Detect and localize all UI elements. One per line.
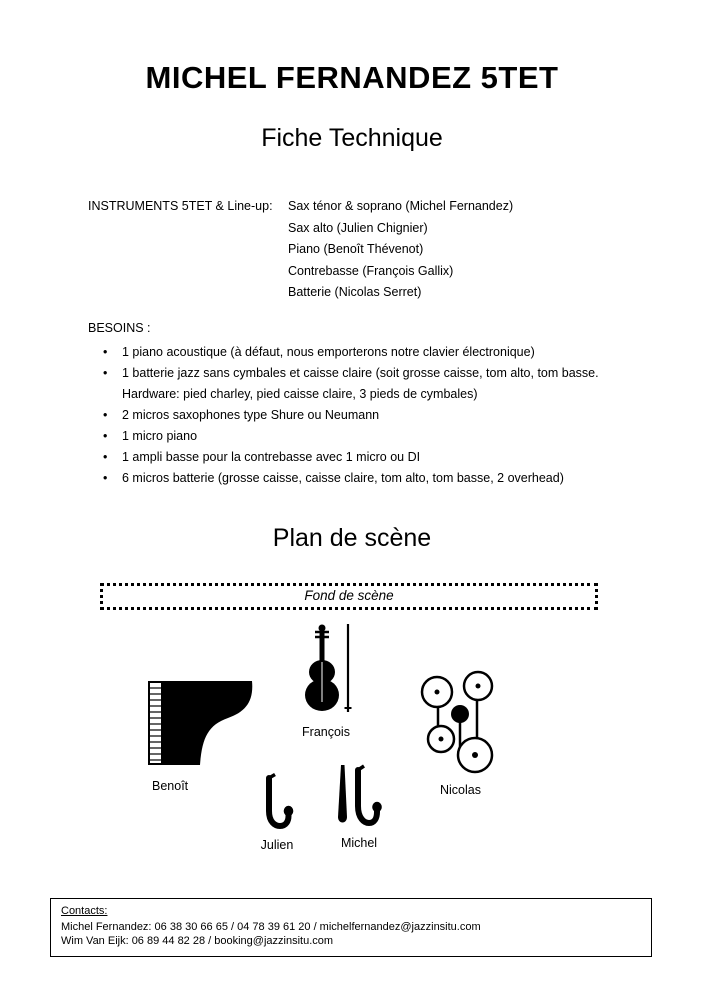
lineup-item: Piano (Benoît Thévenot) [288, 242, 424, 256]
requirement-item: • 6 micros batterie (grosse caisse, caisse claire, tom alto, tom basse, 2 overhead) [88, 468, 648, 489]
drum-kit-icon [418, 666, 503, 776]
lineup-label: INSTRUMENTS 5TET & Line-up: [88, 199, 273, 213]
requirements-section [88, 318, 648, 489]
lineup-item: Contrebasse (François Gallix) [288, 263, 454, 278]
bass-player-label: François [302, 725, 350, 739]
page-title: MICHEL FERNANDEZ 5TET [145, 60, 559, 95]
backdrop-label: Fond de scène [304, 588, 394, 603]
musician-tenor-sax [334, 763, 384, 850]
musician-bass [296, 622, 356, 739]
alto-sax-icon [258, 773, 296, 831]
requirements-list [88, 342, 648, 489]
musician-piano [148, 676, 256, 793]
requirement-item: • 2 micros saxophones type Shure ou Neumann [88, 405, 648, 426]
alto-sax-player-label: Julien [260, 838, 294, 852]
contacts-box [50, 898, 652, 957]
contacts-heading: Contacts: [61, 905, 108, 917]
lineup-item: Batterie (Nicolas Serret) [288, 285, 422, 299]
lineup-list [288, 196, 513, 304]
lineup-item: Sax alto (Julien Chignier) [288, 220, 428, 235]
requirements-heading: BESOINS : [88, 321, 151, 335]
requirement-item: • 1 piano acoustique (à défaut, nous emporterons notre clavier électronique) [88, 342, 648, 363]
stage-area [0, 610, 704, 895]
stage-plan-heading: Plan de scène [272, 524, 432, 552]
contact-line: Michel Fernandez: 06 38 30 66 65 / 04 78 39 61 20 / michelfernandez@jazzinsitu.com [61, 921, 481, 933]
drums-player-label: Nicolas [440, 783, 481, 797]
backdrop-box [100, 583, 598, 610]
requirement-item: • 1 micro piano [88, 426, 648, 447]
tenor-sax-player-label: Michel [340, 836, 378, 850]
piano-player-label: Benoît [152, 779, 189, 793]
musician-alto-sax [258, 773, 296, 852]
page-subtitle: Fiche Technique [261, 124, 443, 152]
contact-line: Wim Van Eijk: 06 89 44 82 28 / booking@jazzinsitu.com [61, 935, 334, 947]
requirement-item: • 1 batterie jazz sans cymbales et caisse claire (soit grosse caisse, tom alto, tom basse. Hardware: pied charley, pied caisse claire, 3 pieds de cymbales) [88, 363, 648, 405]
musician-drums [418, 666, 503, 797]
lineup-item: Sax ténor & soprano (Michel Fernandez) [288, 199, 514, 213]
grand-piano-icon [148, 676, 256, 768]
lineup-section [88, 196, 513, 304]
requirement-item: • 1 ampli basse pour la contrebasse avec 1 micro ou DI [88, 447, 648, 468]
double-bass-icon [296, 622, 356, 718]
tenor-soprano-sax-icon [334, 763, 384, 829]
